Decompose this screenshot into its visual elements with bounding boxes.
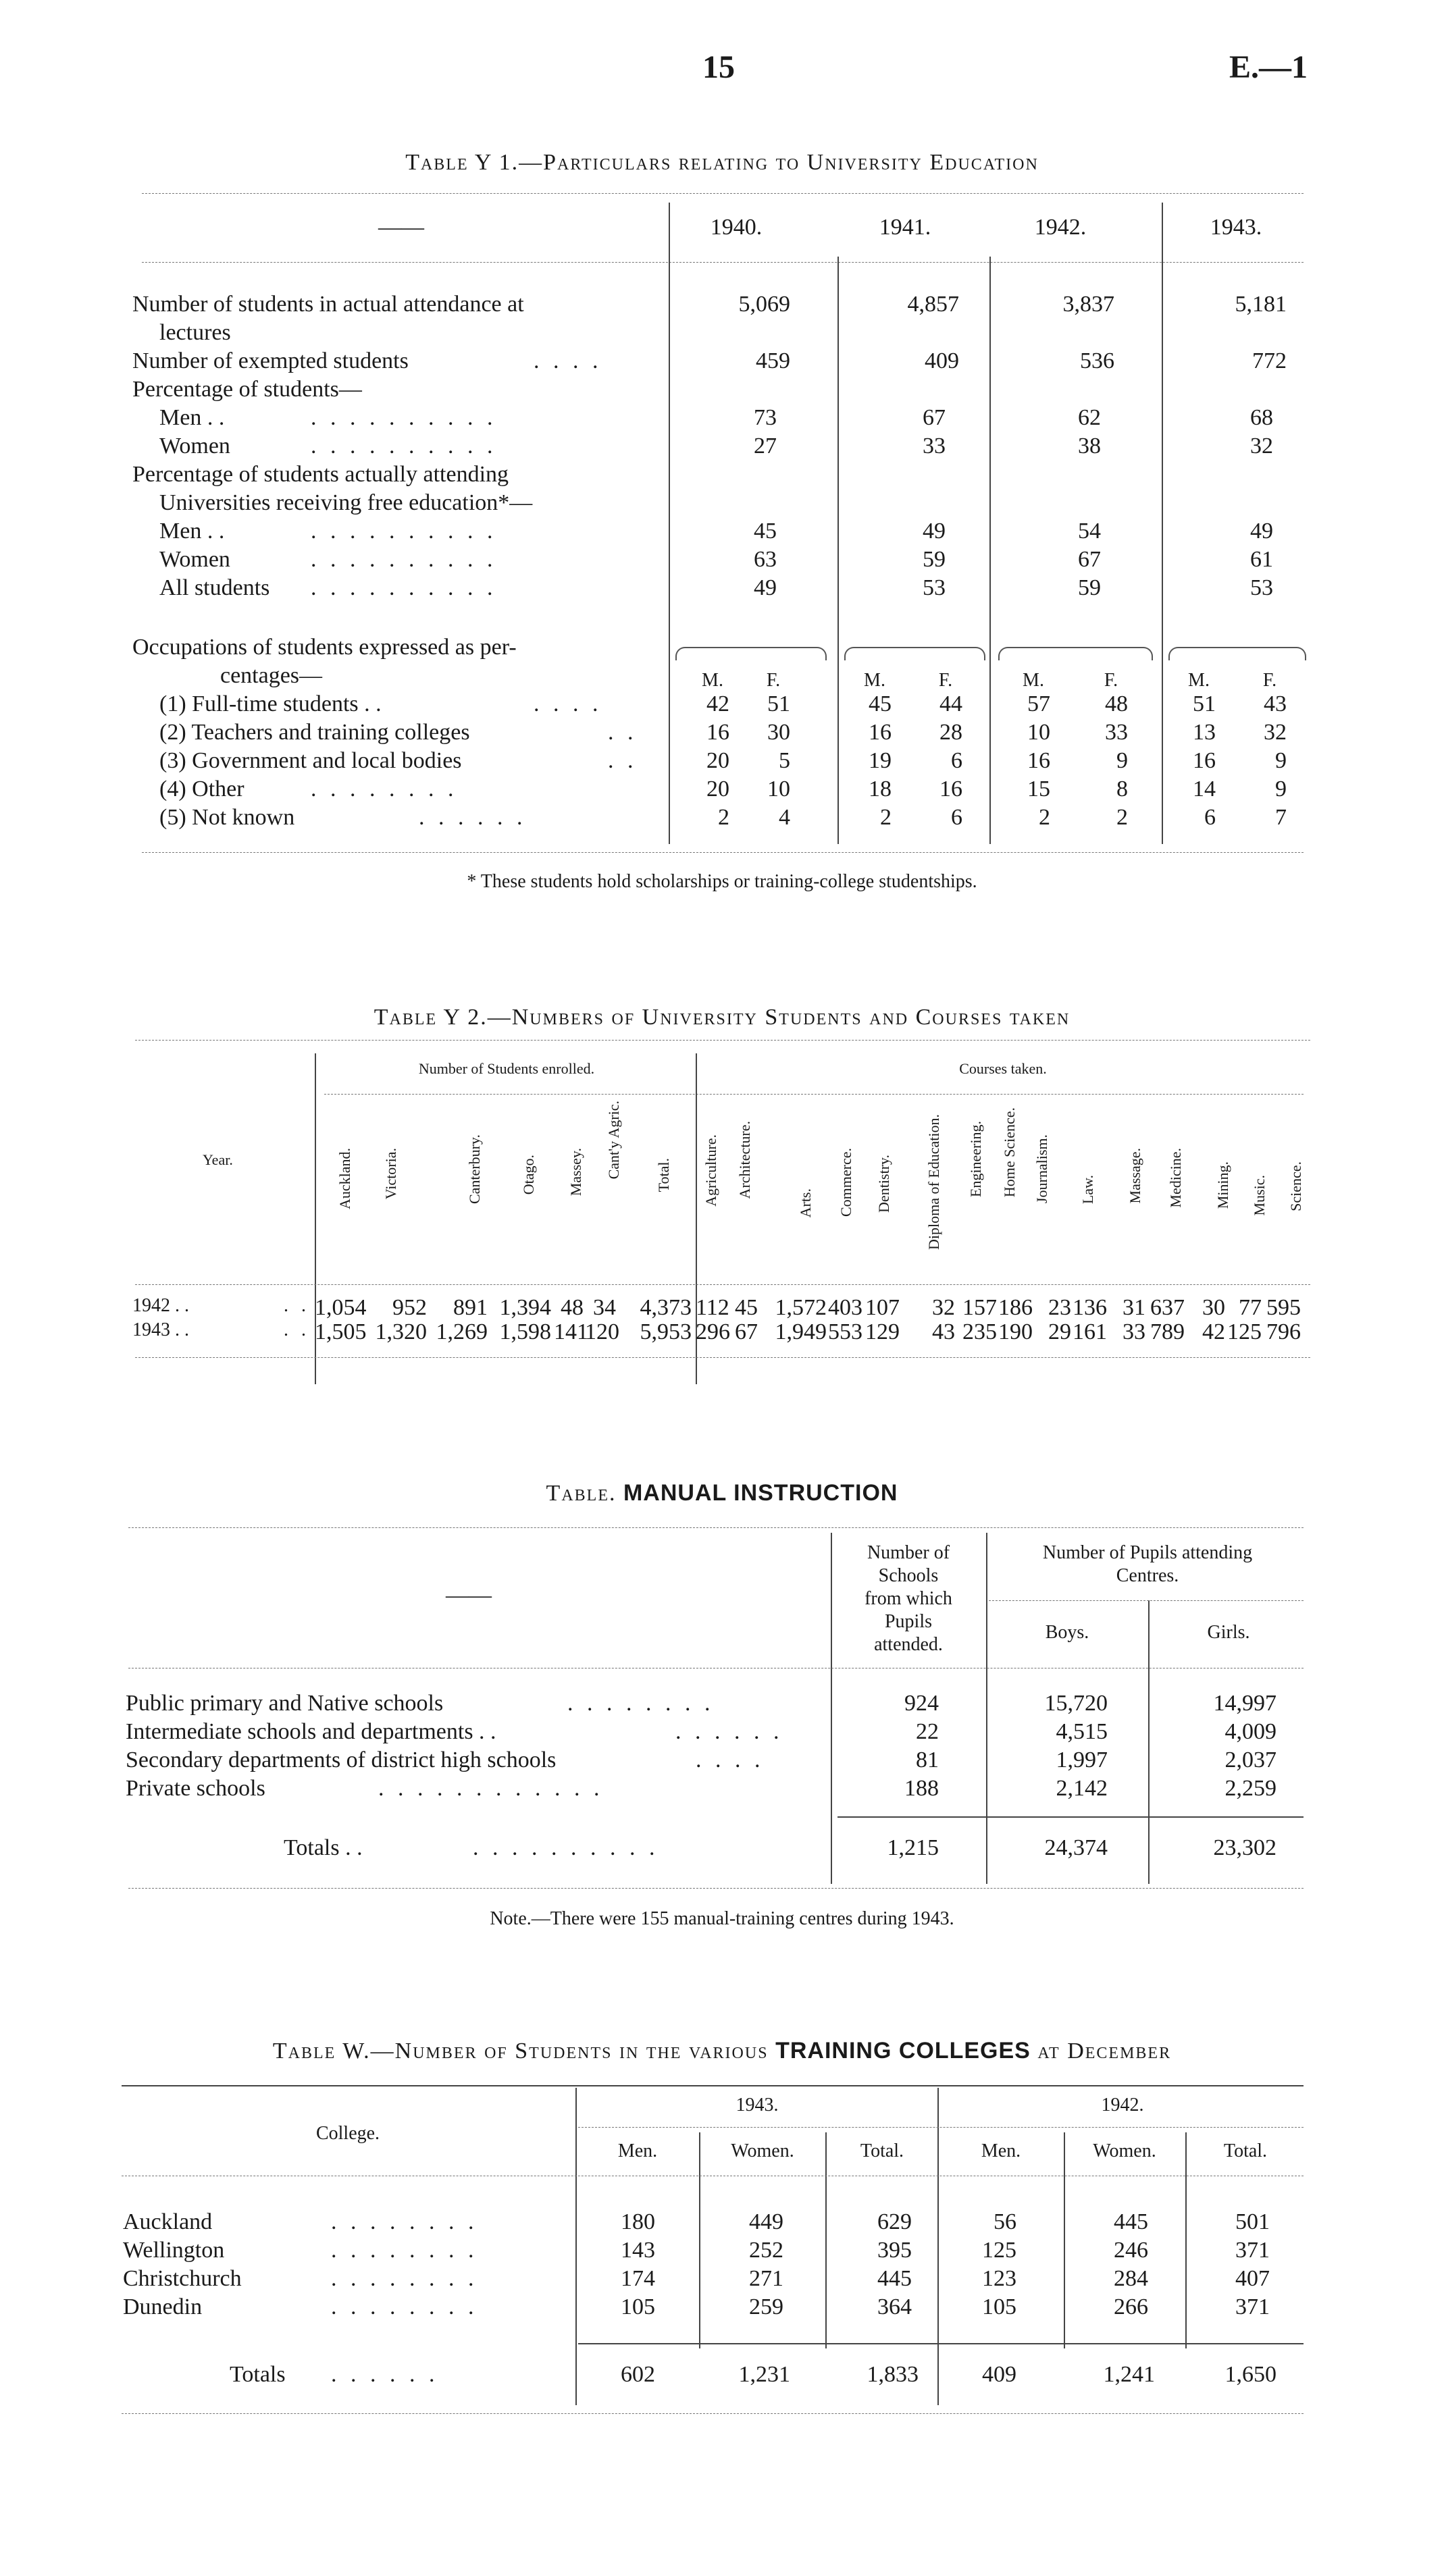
row-label: Universities receiving free education*—	[159, 490, 533, 515]
row-label: Number of exempted students	[132, 348, 409, 373]
sex-header: M.	[702, 670, 723, 691]
page-reference: E.—1	[1229, 49, 1308, 85]
cell: 637	[1150, 1295, 1185, 1320]
leader-dots: . . . . . . . . . .	[311, 519, 497, 544]
cell: 449	[749, 2209, 783, 2234]
cell: 112	[696, 1295, 729, 1320]
cell: 48	[561, 1295, 584, 1320]
cell: 67	[735, 1319, 758, 1344]
cell: 10	[767, 777, 790, 801]
cell: 501	[1235, 2209, 1270, 2234]
cell: 2	[718, 805, 729, 830]
cell: 371	[1235, 2294, 1270, 2319]
col-header: Massage.	[1127, 1148, 1143, 1204]
cell: 34	[593, 1295, 616, 1320]
cell: 16	[1193, 748, 1216, 773]
leader-dots: . . . . . . . .	[331, 2266, 478, 2291]
title-part: at December	[1037, 2039, 1172, 2064]
leader-dots: . . . . . . . . . .	[473, 1835, 659, 1860]
cell: 5,069	[738, 292, 790, 317]
cell: 30	[1202, 1295, 1225, 1320]
cell: 120	[585, 1319, 619, 1344]
col-header: Music.	[1251, 1175, 1268, 1216]
cell: 20	[706, 777, 729, 801]
cell: 407	[1235, 2266, 1270, 2291]
col-pupils-line: Centres.	[1116, 1565, 1179, 1586]
cell: 395	[877, 2238, 912, 2263]
cell: 6	[1204, 805, 1216, 830]
col-header: Otago.	[520, 1155, 537, 1195]
row-label: centages—	[220, 663, 323, 688]
cell: 259	[749, 2294, 783, 2319]
cell: 6	[951, 805, 962, 830]
col-header: Dentistry.	[875, 1155, 892, 1213]
cell: 9	[1116, 748, 1128, 773]
col-women: Women.	[731, 2140, 794, 2161]
cell: 28	[939, 720, 962, 745]
col-total: Total.	[860, 2140, 904, 2161]
row-label: Christchurch	[123, 2266, 242, 2291]
cell: 81	[916, 1747, 939, 1772]
cell: 141	[554, 1319, 588, 1344]
leader-dots: . . . . . . . . . .	[311, 433, 497, 458]
cell: 409	[982, 2362, 1016, 2387]
row-label: (4) Other	[159, 777, 244, 801]
leader-dots: . . . . . . . . . .	[311, 547, 497, 572]
row-label: (3) Government and local bodies	[159, 748, 462, 773]
cell: 4,515	[1056, 1719, 1108, 1744]
col-boys: Boys.	[1045, 1622, 1089, 1643]
cell: 445	[1114, 2209, 1148, 2234]
cell: 4,009	[1224, 1719, 1277, 1744]
col-header: Commerce.	[837, 1148, 854, 1217]
cell: 2,259	[1224, 1776, 1277, 1801]
year-header-1942: 1942.	[1101, 2095, 1144, 2115]
col-header: Arts.	[797, 1188, 814, 1218]
page-number: 15	[702, 49, 735, 85]
cell: 125	[982, 2238, 1016, 2263]
row-label: Number of students in actual attendance at	[132, 292, 524, 317]
leader-dots: . .	[608, 720, 638, 745]
cell: 53	[1250, 575, 1273, 600]
row-label: Public primary and Native schools	[126, 1691, 444, 1716]
col-header: Home Science.	[1001, 1107, 1018, 1198]
table-w-title	[0, 2038, 1444, 2064]
cell: 371	[1235, 2238, 1270, 2263]
col-header: Agriculture.	[702, 1134, 719, 1207]
cell: 29	[1048, 1319, 1071, 1344]
leader-dots: . . . .	[534, 348, 602, 373]
totals-label: Totals . .	[284, 1835, 363, 1860]
row-label: Intermediate schools and departments . .	[126, 1719, 496, 1744]
title-part-bold: TRAINING COLLEGES	[775, 2038, 1031, 2064]
cell: 13	[1193, 720, 1216, 745]
cell: 1,394	[499, 1295, 551, 1320]
totals-label: Totals	[230, 2362, 286, 2387]
col-header: Mining.	[1214, 1161, 1231, 1209]
cell: 33	[1105, 720, 1128, 745]
leader-dots: . .	[284, 1295, 310, 1316]
cell: 3,837	[1062, 292, 1114, 317]
cell: 364	[877, 2294, 912, 2319]
year-header-1940: 1940.	[710, 215, 763, 240]
cell: 924	[904, 1691, 939, 1716]
stub-header: ——	[446, 1583, 492, 1608]
cell: 1,650	[1224, 2362, 1277, 2387]
manual-note: Note.—There were 155 manual-training centres during 1943.	[490, 1908, 954, 1929]
row-label: Women	[159, 433, 230, 458]
cell: 891	[453, 1295, 488, 1320]
cell: 56	[994, 2209, 1016, 2234]
cell: 1,054	[315, 1295, 367, 1320]
row-label: All students	[159, 575, 270, 600]
col-men: Men.	[981, 2140, 1021, 2161]
row-year: 1943 . .	[132, 1319, 189, 1340]
row-label: Percentage of students actually attending	[132, 462, 509, 487]
cell: 1,833	[867, 2362, 919, 2387]
col-header: Law.	[1079, 1175, 1096, 1205]
cell: 16	[869, 720, 892, 745]
cell: 45	[735, 1295, 758, 1320]
cell: 68	[1250, 405, 1273, 430]
cell: 6	[951, 748, 962, 773]
row-label: (1) Full-time students . .	[159, 691, 382, 716]
leader-dots: . .	[284, 1319, 310, 1340]
cell: 271	[749, 2266, 783, 2291]
manual-title	[0, 1480, 1444, 1506]
cell: 15,720	[1044, 1691, 1108, 1716]
col-women: Women.	[1093, 2140, 1156, 2161]
cell: 4	[779, 805, 790, 830]
sex-header: F.	[1262, 670, 1277, 691]
cell: 2,142	[1056, 1776, 1108, 1801]
leader-dots: . . . . . .	[331, 2362, 439, 2387]
cell: 595	[1266, 1295, 1301, 1320]
cell: 44	[939, 691, 962, 716]
cell: 123	[982, 2266, 1016, 2291]
cell: 16	[1027, 748, 1050, 773]
group-header-enrolled: Number of Students enrolled.	[418, 1060, 595, 1077]
leader-dots: . .	[608, 748, 638, 773]
cell: 1,215	[887, 1835, 939, 1860]
cell: 2	[1039, 805, 1050, 830]
cell: 59	[1078, 575, 1101, 600]
leader-dots: . . . . . . . .	[567, 1691, 715, 1716]
cell: 45	[754, 519, 777, 544]
cell: 235	[962, 1319, 997, 1344]
cell: 1,269	[436, 1319, 488, 1344]
cell: 32	[1250, 433, 1273, 458]
cell: 48	[1105, 691, 1128, 716]
cell: 296	[696, 1319, 730, 1344]
cell: 32	[932, 1295, 955, 1320]
row-label: Wellington	[123, 2238, 225, 2263]
cell: 53	[923, 575, 946, 600]
cell: 789	[1150, 1319, 1185, 1344]
year-header-1943: 1943.	[1210, 215, 1262, 240]
row-label: (2) Teachers and training colleges	[159, 720, 470, 745]
cell: 105	[982, 2294, 1016, 2319]
col-header: Massey.	[567, 1148, 584, 1197]
cell: 5,181	[1235, 292, 1287, 317]
cell: 43	[932, 1319, 955, 1344]
cell: 174	[621, 2266, 655, 2291]
leader-dots: . . . . . . . .	[331, 2209, 478, 2234]
cell: 49	[754, 575, 777, 600]
cell: 67	[1078, 547, 1101, 572]
cell: 31	[1123, 1295, 1145, 1320]
leader-dots: . . . . . . . . . . . .	[378, 1776, 604, 1801]
col-pupils-line: Number of Pupils attending	[1042, 1542, 1253, 1563]
cell: 1,320	[375, 1319, 427, 1344]
leader-dots: . . . . . . . .	[331, 2294, 478, 2319]
cell: 32	[1264, 720, 1287, 745]
sex-header: M.	[864, 670, 885, 691]
cell: 77	[1239, 1295, 1262, 1320]
cell: 409	[925, 348, 959, 373]
cell: 7	[1275, 805, 1287, 830]
cell: 445	[877, 2266, 912, 2291]
col-schools-line: from which	[865, 1588, 952, 1609]
cell: 252	[749, 2238, 783, 2263]
leader-dots: . . . . . .	[419, 805, 527, 830]
cell: 1,231	[738, 2362, 790, 2387]
page-header	[0, 49, 1444, 89]
cell: 180	[621, 2209, 655, 2234]
cell: 19	[869, 748, 892, 773]
cell: 105	[621, 2294, 655, 2319]
col-header: Journalism.	[1033, 1134, 1050, 1204]
cell: 8	[1116, 777, 1128, 801]
col-header: Engineering.	[967, 1121, 984, 1198]
cell: 125	[1227, 1319, 1262, 1344]
cell: 190	[998, 1319, 1033, 1344]
cell: 14	[1193, 777, 1216, 801]
row-label: Private schools	[126, 1776, 265, 1801]
cell: 42	[1202, 1319, 1225, 1344]
cell: 9	[1275, 777, 1287, 801]
col-header: Victoria.	[382, 1148, 399, 1200]
cell: 16	[939, 777, 962, 801]
cell: 1,241	[1103, 2362, 1155, 2387]
table-y2-title: Table Y 2.—Numbers of University Students and Courses taken	[373, 1005, 1071, 1030]
col-header: Cant'y Agric.	[605, 1101, 622, 1180]
cell: 63	[754, 547, 777, 572]
leader-dots: . . . . . . . . . .	[311, 405, 497, 430]
college-header: College.	[315, 2123, 380, 2144]
cell: 188	[904, 1776, 939, 1801]
cell: 157	[962, 1295, 997, 1320]
cell: 45	[869, 691, 892, 716]
sex-header: F.	[938, 670, 953, 691]
cell: 2	[1116, 805, 1128, 830]
row-label: Percentage of students—	[132, 377, 362, 402]
cell: 61	[1250, 547, 1273, 572]
cell: 629	[877, 2209, 912, 2234]
cell: 23	[1048, 1295, 1071, 1320]
cell: 73	[754, 405, 777, 430]
manual-title-main: MANUAL INSTRUCTION	[623, 1480, 898, 1506]
row-label: Secondary departments of district high schools	[126, 1747, 557, 1772]
cell: 107	[865, 1295, 900, 1320]
cell: 67	[923, 405, 946, 430]
row-label: Men . .	[159, 405, 225, 430]
col-header: Medicine.	[1167, 1148, 1184, 1208]
cell: 27	[754, 433, 777, 458]
cell: 1,572	[775, 1295, 827, 1320]
col-header: Diploma of Education.	[925, 1114, 942, 1251]
cell: 38	[1078, 433, 1101, 458]
cell: 14,997	[1213, 1691, 1277, 1716]
cell: 952	[392, 1295, 427, 1320]
cell: 553	[828, 1319, 862, 1344]
cell: 459	[756, 348, 790, 373]
cell: 1,997	[1056, 1747, 1108, 1772]
cell: 22	[916, 1719, 939, 1744]
cell: 796	[1266, 1319, 1301, 1344]
leader-dots: . . . . . .	[675, 1719, 783, 1744]
row-label: Men . .	[159, 519, 225, 544]
cell: 1,949	[775, 1319, 827, 1344]
cell: 2	[880, 805, 892, 830]
col-total: Total.	[1223, 2140, 1268, 2161]
year-header-1943: 1943.	[736, 2095, 779, 2115]
row-label: Women	[159, 547, 230, 572]
leader-dots: . . . . . . . .	[311, 777, 458, 801]
leader-dots: . . . . . . . .	[331, 2238, 478, 2263]
cell: 4,857	[907, 292, 959, 317]
col-schools-line: attended.	[874, 1634, 943, 1655]
table-y1-title: Table Y 1.—Particulars relating to University Education	[405, 150, 1039, 175]
table-y1-footnote: * These students hold scholarships or training-college studentships.	[467, 871, 977, 892]
row-label: (5) Not known	[159, 805, 295, 830]
leader-dots: . . . .	[534, 691, 602, 716]
cell: 49	[1250, 519, 1273, 544]
col-header: Canterbury.	[466, 1134, 483, 1205]
row-label: lectures	[159, 320, 231, 345]
col-header: Architecture.	[736, 1121, 753, 1199]
year-header-1942: 1942.	[1034, 215, 1087, 240]
cell: 20	[706, 748, 729, 773]
col-header: Total.	[655, 1158, 672, 1192]
cell: 51	[767, 691, 790, 716]
col-schools-line: Schools	[878, 1565, 939, 1586]
cell: 43	[1264, 691, 1287, 716]
sex-header: M.	[1188, 670, 1210, 691]
stub-header: ——	[378, 215, 424, 240]
cell: 18	[869, 777, 892, 801]
cell: 266	[1114, 2294, 1148, 2319]
cell: 62	[1078, 405, 1101, 430]
cell: 129	[865, 1319, 900, 1344]
cell: 9	[1275, 748, 1287, 773]
cell: 536	[1080, 348, 1114, 373]
cell: 246	[1114, 2238, 1148, 2263]
sex-header: M.	[1023, 670, 1044, 691]
cell: 51	[1193, 691, 1216, 716]
row-label: Occupations of students expressed as per-	[132, 635, 517, 660]
col-girls: Girls.	[1207, 1622, 1250, 1643]
cell: 57	[1027, 691, 1050, 716]
row-label: Dunedin	[123, 2294, 203, 2319]
cell: 403	[828, 1295, 862, 1320]
cell: 602	[621, 2362, 655, 2387]
cell: 143	[621, 2238, 655, 2263]
group-header-courses: Courses taken.	[959, 1060, 1047, 1077]
cell: 772	[1252, 348, 1287, 373]
col-schools-line: Number of	[867, 1542, 950, 1563]
cell: 24,374	[1044, 1835, 1108, 1860]
leader-dots: . . . . . . . . . .	[311, 575, 497, 600]
cell: 186	[998, 1295, 1033, 1320]
year-header: Year.	[203, 1151, 233, 1168]
cell: 49	[923, 519, 946, 544]
cell: 16	[706, 720, 729, 745]
sex-header: F.	[1104, 670, 1118, 691]
cell: 33	[923, 433, 946, 458]
col-header: Science.	[1287, 1161, 1304, 1211]
leader-dots: . . . .	[696, 1747, 765, 1772]
year-header-1941: 1941.	[879, 215, 931, 240]
cell: 284	[1114, 2266, 1148, 2291]
cell: 1,598	[499, 1319, 551, 1344]
manual-title-prefix: Table.	[546, 1481, 617, 1506]
col-schools-line: Pupils	[884, 1611, 933, 1632]
cell: 2,037	[1224, 1747, 1277, 1772]
col-men: Men.	[617, 2140, 658, 2161]
row-label: Auckland	[123, 2209, 213, 2234]
cell: 161	[1073, 1319, 1107, 1344]
cell: 54	[1078, 519, 1101, 544]
row-year: 1942 . .	[132, 1295, 189, 1316]
cell: 1,505	[315, 1319, 367, 1344]
cell: 5	[779, 748, 790, 773]
cell: 4,373	[640, 1295, 692, 1320]
cell: 10	[1027, 720, 1050, 745]
cell: 23,302	[1213, 1835, 1277, 1860]
cell: 33	[1123, 1319, 1145, 1344]
col-header: Auckland.	[336, 1148, 353, 1210]
cell: 42	[706, 691, 729, 716]
cell: 15	[1027, 777, 1050, 801]
sex-header: F.	[766, 670, 781, 691]
title-part: Table W.—Number of Students in the various	[272, 2039, 769, 2064]
cell: 59	[923, 547, 946, 572]
cell: 5,953	[640, 1319, 692, 1344]
cell: 136	[1073, 1295, 1107, 1320]
cell: 30	[767, 720, 790, 745]
